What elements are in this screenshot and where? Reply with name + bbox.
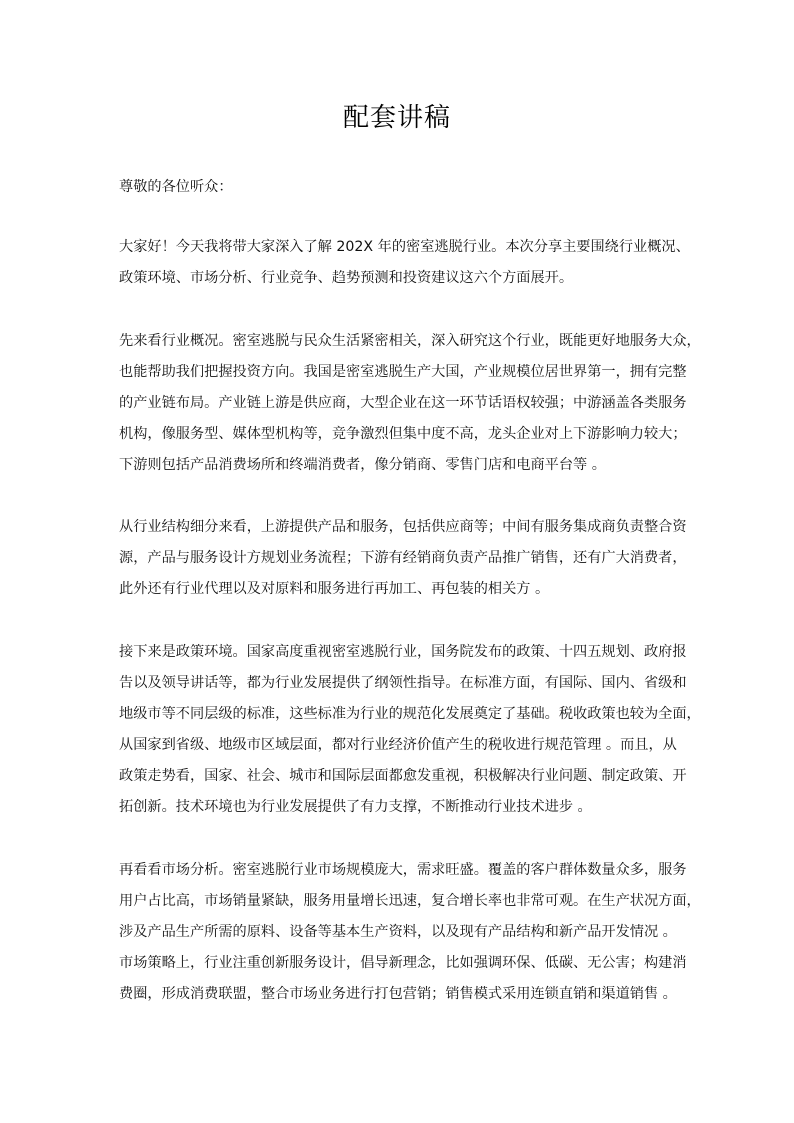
paragraph-line: 也能帮助我们把握投资方向。我国是密室逃脱生产大国，产业规模位居世界第一，拥有完整 [119,364,687,380]
paragraph-line: 市场策略上，行业注重创新服务设计，倡导新理念，比如强调环保、低碳、无公害；构建消 [119,955,687,971]
paragraph-line: 从国家到省级、地级市区域层面，都对行业经济价值产生的税收进行规范管理 。而且，从 [119,737,677,753]
paragraph-line: 下游则包括产品消费场所和终端消费者，像分销商、零售门店和电商平台等 。 [119,457,606,473]
paragraph-line: 政策环境、市场分析、行业竞争、趋势预测和投资建议这六个方面展开。 [119,270,574,286]
paragraph-line: 涉及产品生产所需的原料、设备等基本生产资料，以及现有产品结构和新产品开发情况 。 [119,924,677,940]
paragraph-line: 从行业结构细分来看，上游提供产品和服务，包括供应商等；中间有服务集成商负责整合资 [119,519,687,535]
paragraph-line: 地级市等不同层级的标准，这些标准为行业的规范化发展奠定了基础。税收政策也较为全面， [119,706,701,722]
paragraph-line: 先来看行业概况。密室逃脱与民众生活紧密相关，深入研究这个行业，既能更好地服务大众， [119,333,701,349]
paragraph-line: 大家好！今天我将带大家深入了解 202X 年的密室逃脱行业。本次分享主要围绕行业概况、 [119,239,690,255]
paragraph-line: 接下来是政策环境。国家高度重视密室逃脱行业，国务院发布的政策、十四五规划、政府报 [119,644,687,660]
paragraph-line: 用户占比高，市场销量紧缺，服务用量增长迅速，复合增长率也非常可观。在生产状况方面， [119,893,701,909]
paragraph-line: 拓创新。技术环境也为行业发展提供了有力支撑，不断推动行业技术进步 。 [119,799,592,815]
paragraph-line: 机构，像服务型、媒体型机构等，竞争激烈但集中度不高，龙头企业对上下游影响力较大； [119,426,687,442]
paragraph-line: 告以及领导讲话等，都为行业发展提供了纲领性指导。在标准方面，有国际、国内、省级和 [119,675,687,691]
paragraph-line: 的产业链布局。产业链上游是供应商，大型企业在这一环节话语权较强；中游涵盖各类服务 [119,395,687,411]
paragraph-line: 源，产品与服务设计方规划业务流程；下游有经销商负责产品推广销售，还有广大消费者， [119,550,687,566]
salutation: 尊敬的各位听众： [119,179,233,195]
page-title: 配套讲稿 [342,103,451,133]
paragraph-line: 政策走势看，国家、社会、城市和国际层面都愈发重视，积极解决行业问题、制定政策、开 [119,768,687,784]
paragraph-line: 再看看市场分析。密室逃脱行业市场规模庞大，需求旺盛。覆盖的客户群体数量众多，服务 [119,862,687,878]
paragraph-line: 此外还有行业代理以及对原料和服务进行再加工、再包装的相关方 。 [119,581,550,597]
paragraph-line: 费圈，形成消费联盟，整合市场业务进行打包营销；销售模式采用连锁直销和渠道销售 。 [119,986,677,1002]
